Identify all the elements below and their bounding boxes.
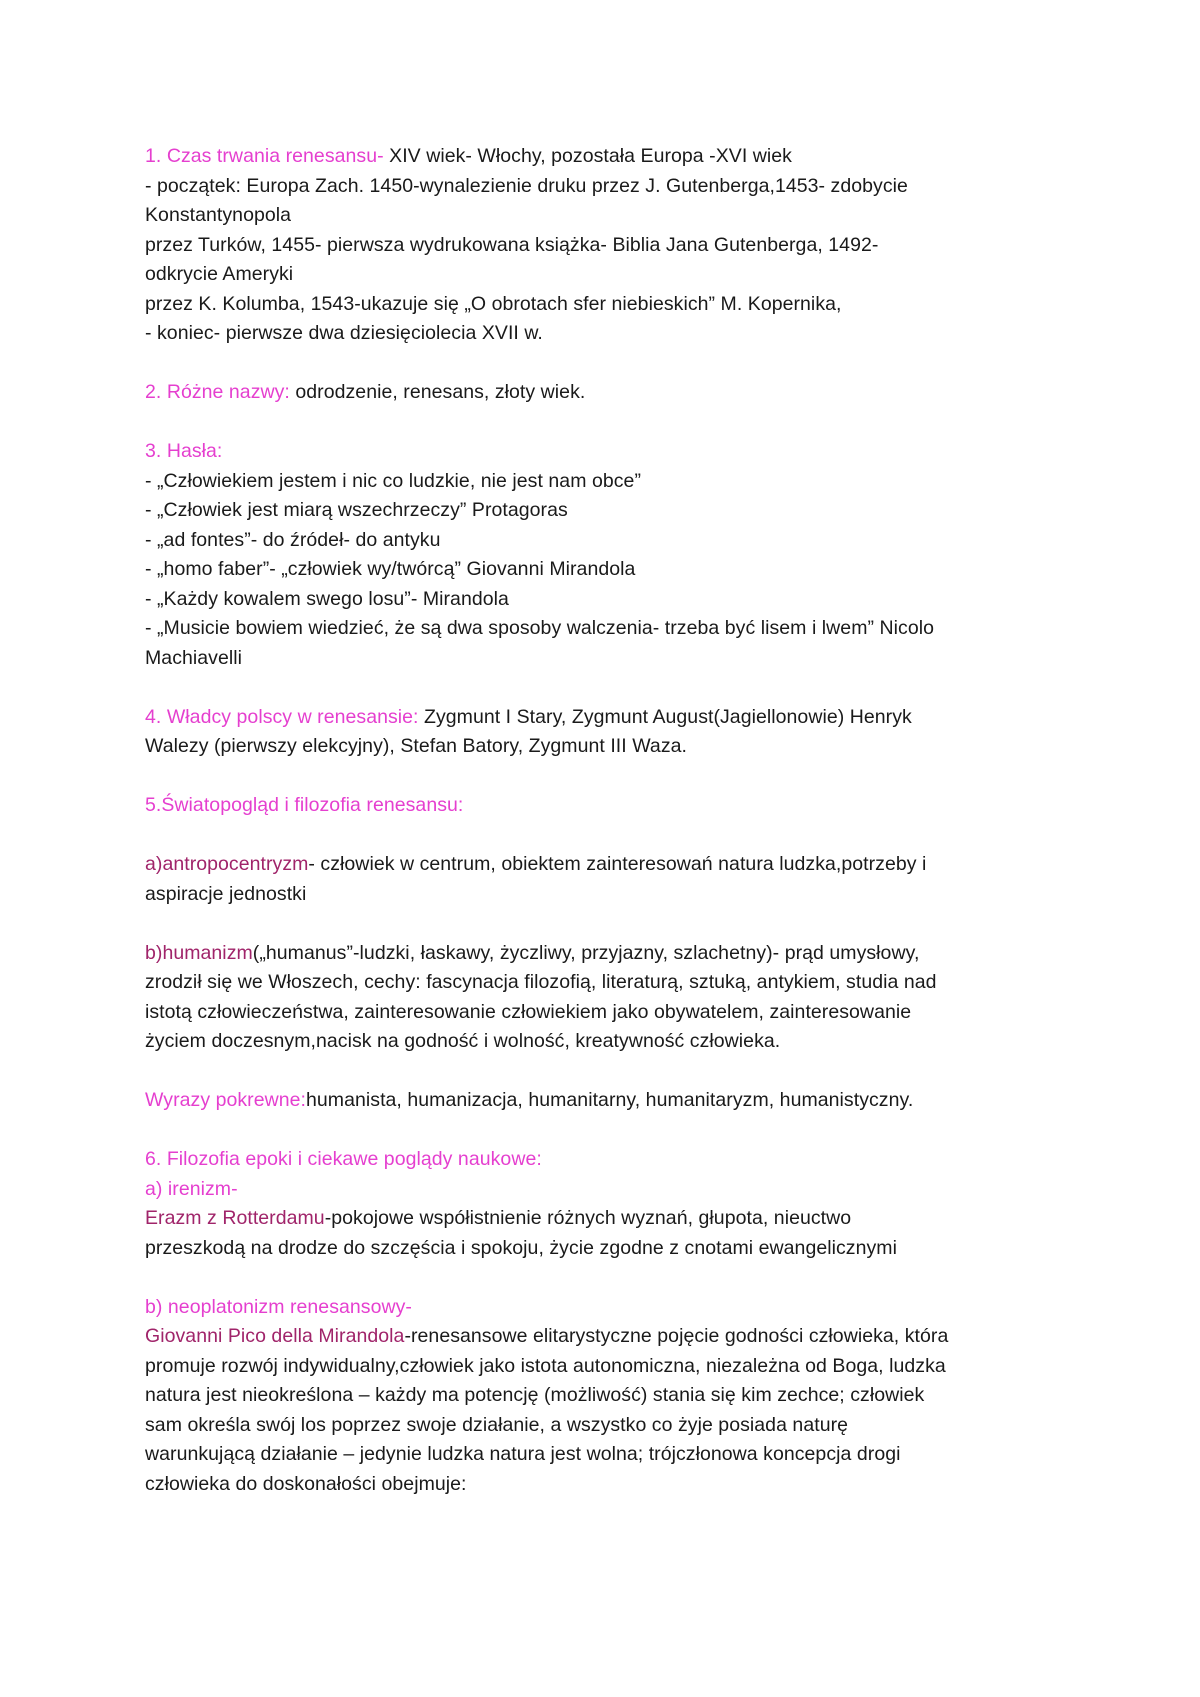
section-1-line: - koniec- pierwsze dwa dziesięciolecia XVII w. — [145, 322, 543, 344]
antropocentryzm-line: aspiracje jednostki — [145, 882, 307, 905]
paragraph-gap — [145, 1116, 1070, 1146]
slogan-line: - „Człowiek jest miarą wszechrzeczy” Protagoras — [145, 499, 568, 521]
section-1-heading: 1. Czas trwania renesansu- — [145, 145, 384, 167]
section-6-heading: 6. Filozofia epoki i ciekawe poglądy naukowe: — [145, 1148, 542, 1170]
humanizm-definition: („humanus”-ludzki, łaskawy, życzliwy, przyjazny, szlachetny)- prąd umysłowy, — [252, 941, 920, 964]
neoplatonizm-line — [145, 1322, 1070, 1352]
section-1-line: - początek: Europa Zach. 1450-wynalezienie druku przez J. Gutenberga,1453- zdobycie — [145, 174, 908, 197]
humanizm-line: zrodził się we Włoszech, cechy: fascynacja filozofią, literaturą, sztuką, antykiem, studia nad — [145, 971, 937, 993]
humanizm-line: życiem doczesnym,nacisk na godność i wolność, kreatywność człowieka. — [145, 1030, 781, 1052]
paragraph-gap — [145, 762, 1070, 792]
section-1-intro: XIV wiek- Włochy, pozostała Europa -XVI wiek — [383, 145, 792, 167]
section-1-line: przez Turków, 1455- pierwsza wydrukowana książka- Biblia Jana Gutenberga, 1492- — [145, 233, 879, 256]
paragraph-gap — [145, 1263, 1070, 1293]
section-4-text: Zygmunt I Stary, Zygmunt August(Jagiellonowie) Henryk — [418, 705, 912, 728]
humanizm-term: b)humanizm — [145, 941, 253, 964]
slogan-line: - „Człowiekiem jestem i nic co ludzkie, nie jest nam obce” — [145, 469, 641, 492]
section-2-text: odrodzenie, renesans, złoty wiek. — [289, 381, 586, 403]
paragraph-gap — [145, 909, 1070, 939]
section-1-line: przez K. Kolumba, 1543-ukazuje się „O obrotach sfer niebieskich” M. Kopernika, — [145, 292, 842, 315]
neoplatonizm-line: promuje rozwój indywidualny,człowiek jako istota autonomiczna, niezależna od Boga, ludzka — [145, 1354, 946, 1377]
neoplatonizm-author: Giovanni Pico della Mirandola — [145, 1325, 405, 1347]
irenizm-line — [145, 1204, 1070, 1234]
section-3-heading: 3. Hasła: — [145, 440, 223, 462]
slogan-line: - „homo faber”- „człowiek wy/twórcą” Giovanni Mirandola — [145, 558, 636, 580]
related-words-line — [145, 1086, 1070, 1116]
humanizm-line — [145, 939, 1070, 969]
section-5-heading: 5.Światopogląd i filozofia renesansu: — [145, 794, 464, 816]
irenizm-heading: a) irenizm- — [145, 1177, 238, 1200]
slogan-line: - „ad fontes”- do źródeł- do antyku — [145, 528, 441, 551]
irenizm-line: przeszkodą na drodze do szczęścia i spokoju, życie zgodne z cnotami ewangelicznymi — [145, 1236, 897, 1259]
antropocentryzm-term: a)antropocentryzm — [145, 853, 309, 875]
irenizm-author: Erazm z Rotterdamu — [145, 1207, 325, 1229]
neoplatonizm-line: natura jest nieokreślona – każdy ma potencję (możliwość) stania się kim zechce; człowiek — [145, 1384, 925, 1406]
related-words-list: humanista, humanizacja, humanitarny, humanitaryzm, humanistyczny. — [306, 1089, 914, 1111]
neoplatonizm-line: warunkującą działanie – jedynie ludzka natura jest wolna; trójczłonowa koncepcja drogi — [145, 1443, 901, 1465]
paragraph-gap — [145, 821, 1070, 851]
slogan-line: - „Każdy kowalem swego losu”- Mirandola — [145, 587, 509, 610]
document-page — [145, 142, 1070, 1499]
neoplatonizm-line: człowieka do doskonałości obejmuje: — [145, 1472, 467, 1495]
section-2-heading: 2. Różne nazwy: — [145, 381, 290, 403]
section-1-title-line — [145, 142, 1070, 172]
neoplatonizm-heading: b) neoplatonizm renesansowy- — [145, 1295, 412, 1318]
irenizm-text: -pokojowe współistnienie różnych wyznań, głupota, nieuctwo — [324, 1207, 852, 1229]
paragraph-gap — [145, 408, 1070, 438]
slogan-line: - „Musicie bowiem wiedzieć, że są dwa sposoby walczenia- trzeba być lisem i lwem” Nicolo — [145, 617, 934, 639]
section-4-line — [145, 703, 1070, 733]
section-4-line: Walezy (pierwszy elekcyjny), Stefan Batory, Zygmunt III Waza. — [145, 735, 687, 757]
paragraph-gap — [145, 673, 1070, 703]
neoplatonizm-line: sam określa swój los poprzez swoje działanie, a wszystko co żyje posiada naturę — [145, 1413, 849, 1436]
section-1-line: Konstantynopola — [145, 204, 292, 226]
paragraph-gap — [145, 1057, 1070, 1087]
neoplatonizm-text: -renesansowe elitarystyczne pojęcie godności człowieka, która — [404, 1325, 949, 1347]
section-1-line: odkrycie Ameryki — [145, 263, 294, 285]
section-4-heading: 4. Władcy polscy w renesansie: — [145, 705, 419, 728]
paragraph-gap — [145, 349, 1070, 379]
humanizm-line: istotą człowieczeństwa, zainteresowanie człowiekiem jako obywatelem, zainteresowanie — [145, 1000, 912, 1023]
section-2-line — [145, 378, 1070, 408]
slogan-line: Machiavelli — [145, 646, 243, 669]
antropocentryzm-line — [145, 850, 1070, 880]
related-words-label: Wyrazy pokrewne: — [145, 1089, 307, 1111]
antropocentryzm-definition: - człowiek w centrum, obiektem zainteresowań natura ludzka,potrzeby i — [308, 853, 927, 875]
